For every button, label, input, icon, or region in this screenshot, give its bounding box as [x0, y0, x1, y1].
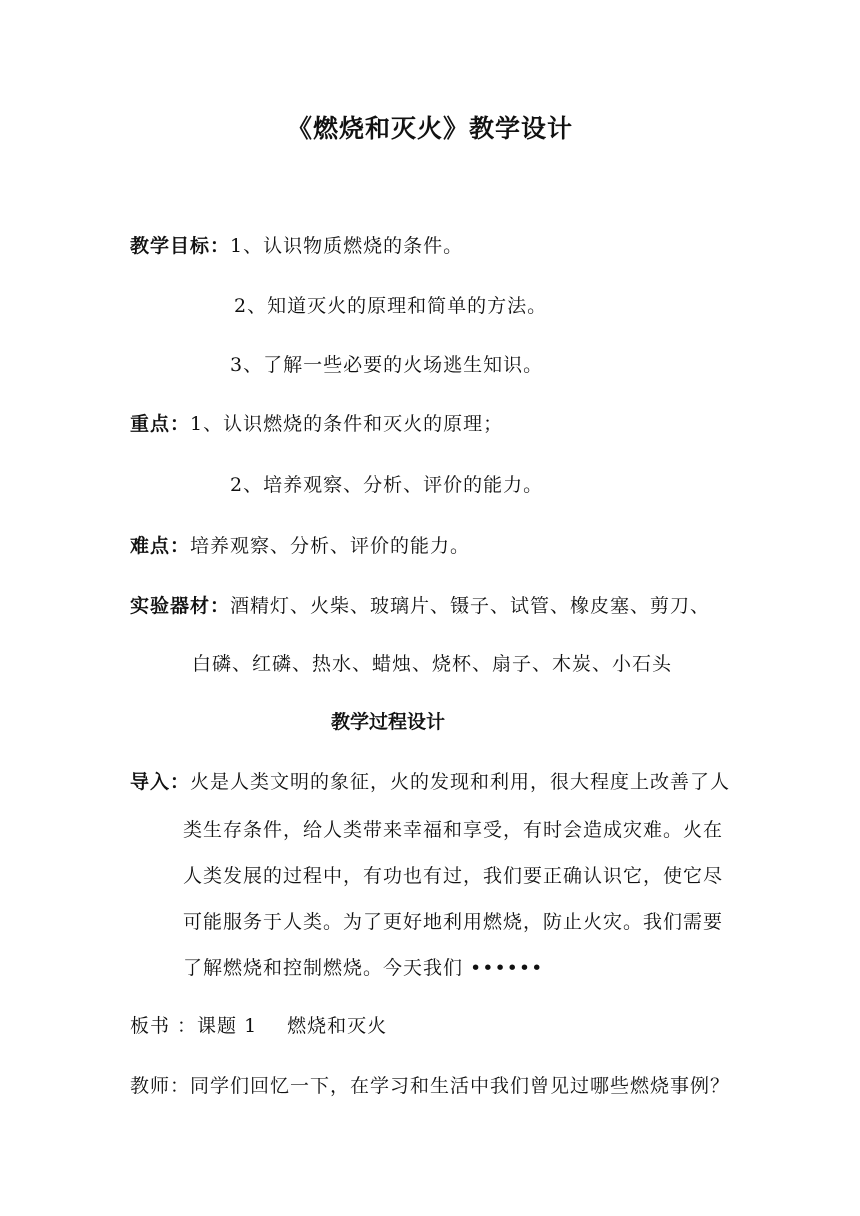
objective-item: 3、了解一些必要的火场逃生知识。 [230, 354, 544, 376]
objectives-row [130, 232, 463, 260]
intro-line: 可能服务于人类。为了更好地利用燃烧，防止火灾。我们需要 [183, 911, 724, 933]
intro-row [130, 768, 730, 796]
process-heading: 教学过程设计 [330, 711, 445, 733]
materials-line: 酒精灯、火柴、玻璃片、镊子、试管、橡皮塞、剪刀、 [230, 595, 711, 617]
board-row [130, 1012, 387, 1040]
board-topic: 燃烧和灭火 [287, 1015, 388, 1037]
key-point-item: 1、认识燃烧的条件和灭火的原理； [190, 413, 504, 435]
objective-item: 1、认识物质燃烧的条件。 [230, 235, 464, 257]
materials-label: 实验器材： [130, 595, 231, 617]
objectives-label: 教学目标： [130, 235, 231, 257]
document-title: 《燃烧和灭火》教学设计 [286, 114, 573, 143]
materials-row [130, 592, 710, 620]
difficulties-row [130, 532, 470, 560]
key-points-label: 重点： [130, 413, 191, 435]
intro-line: 火是人类文明的象征，火的发现和利用，很大程度上改善了人 [190, 771, 731, 793]
intro-line: 类生存条件，给人类带来幸福和享受，有时会造成灾难。火在 [183, 819, 724, 841]
intro-line: 人类发展的过程中，有功也有过，我们要正确认识它，使它尽 [183, 865, 724, 887]
teacher-question: 教师：同学们回忆一下，在学习和生活中我们曾见过哪些燃烧事例？ [130, 1075, 731, 1097]
difficulties-label: 难点： [130, 535, 191, 557]
materials-line: 白磷、红磷、热水、蜡烛、烧杯、扇子、木炭、小石头 [192, 653, 673, 675]
difficulties-text: 培养观察、分析、评价的能力。 [190, 535, 471, 557]
board-label: 板书 ：课题 1 [130, 1015, 258, 1037]
key-points-row [130, 410, 503, 438]
key-point-item: 2、培养观察、分析、评价的能力。 [230, 474, 544, 496]
objective-item: 2、知道灭火的原理和简单的方法。 [234, 295, 548, 317]
intro-line: 了解燃烧和控制燃烧。今天我们 •••••• [183, 957, 544, 979]
intro-label: 导入： [130, 771, 191, 793]
